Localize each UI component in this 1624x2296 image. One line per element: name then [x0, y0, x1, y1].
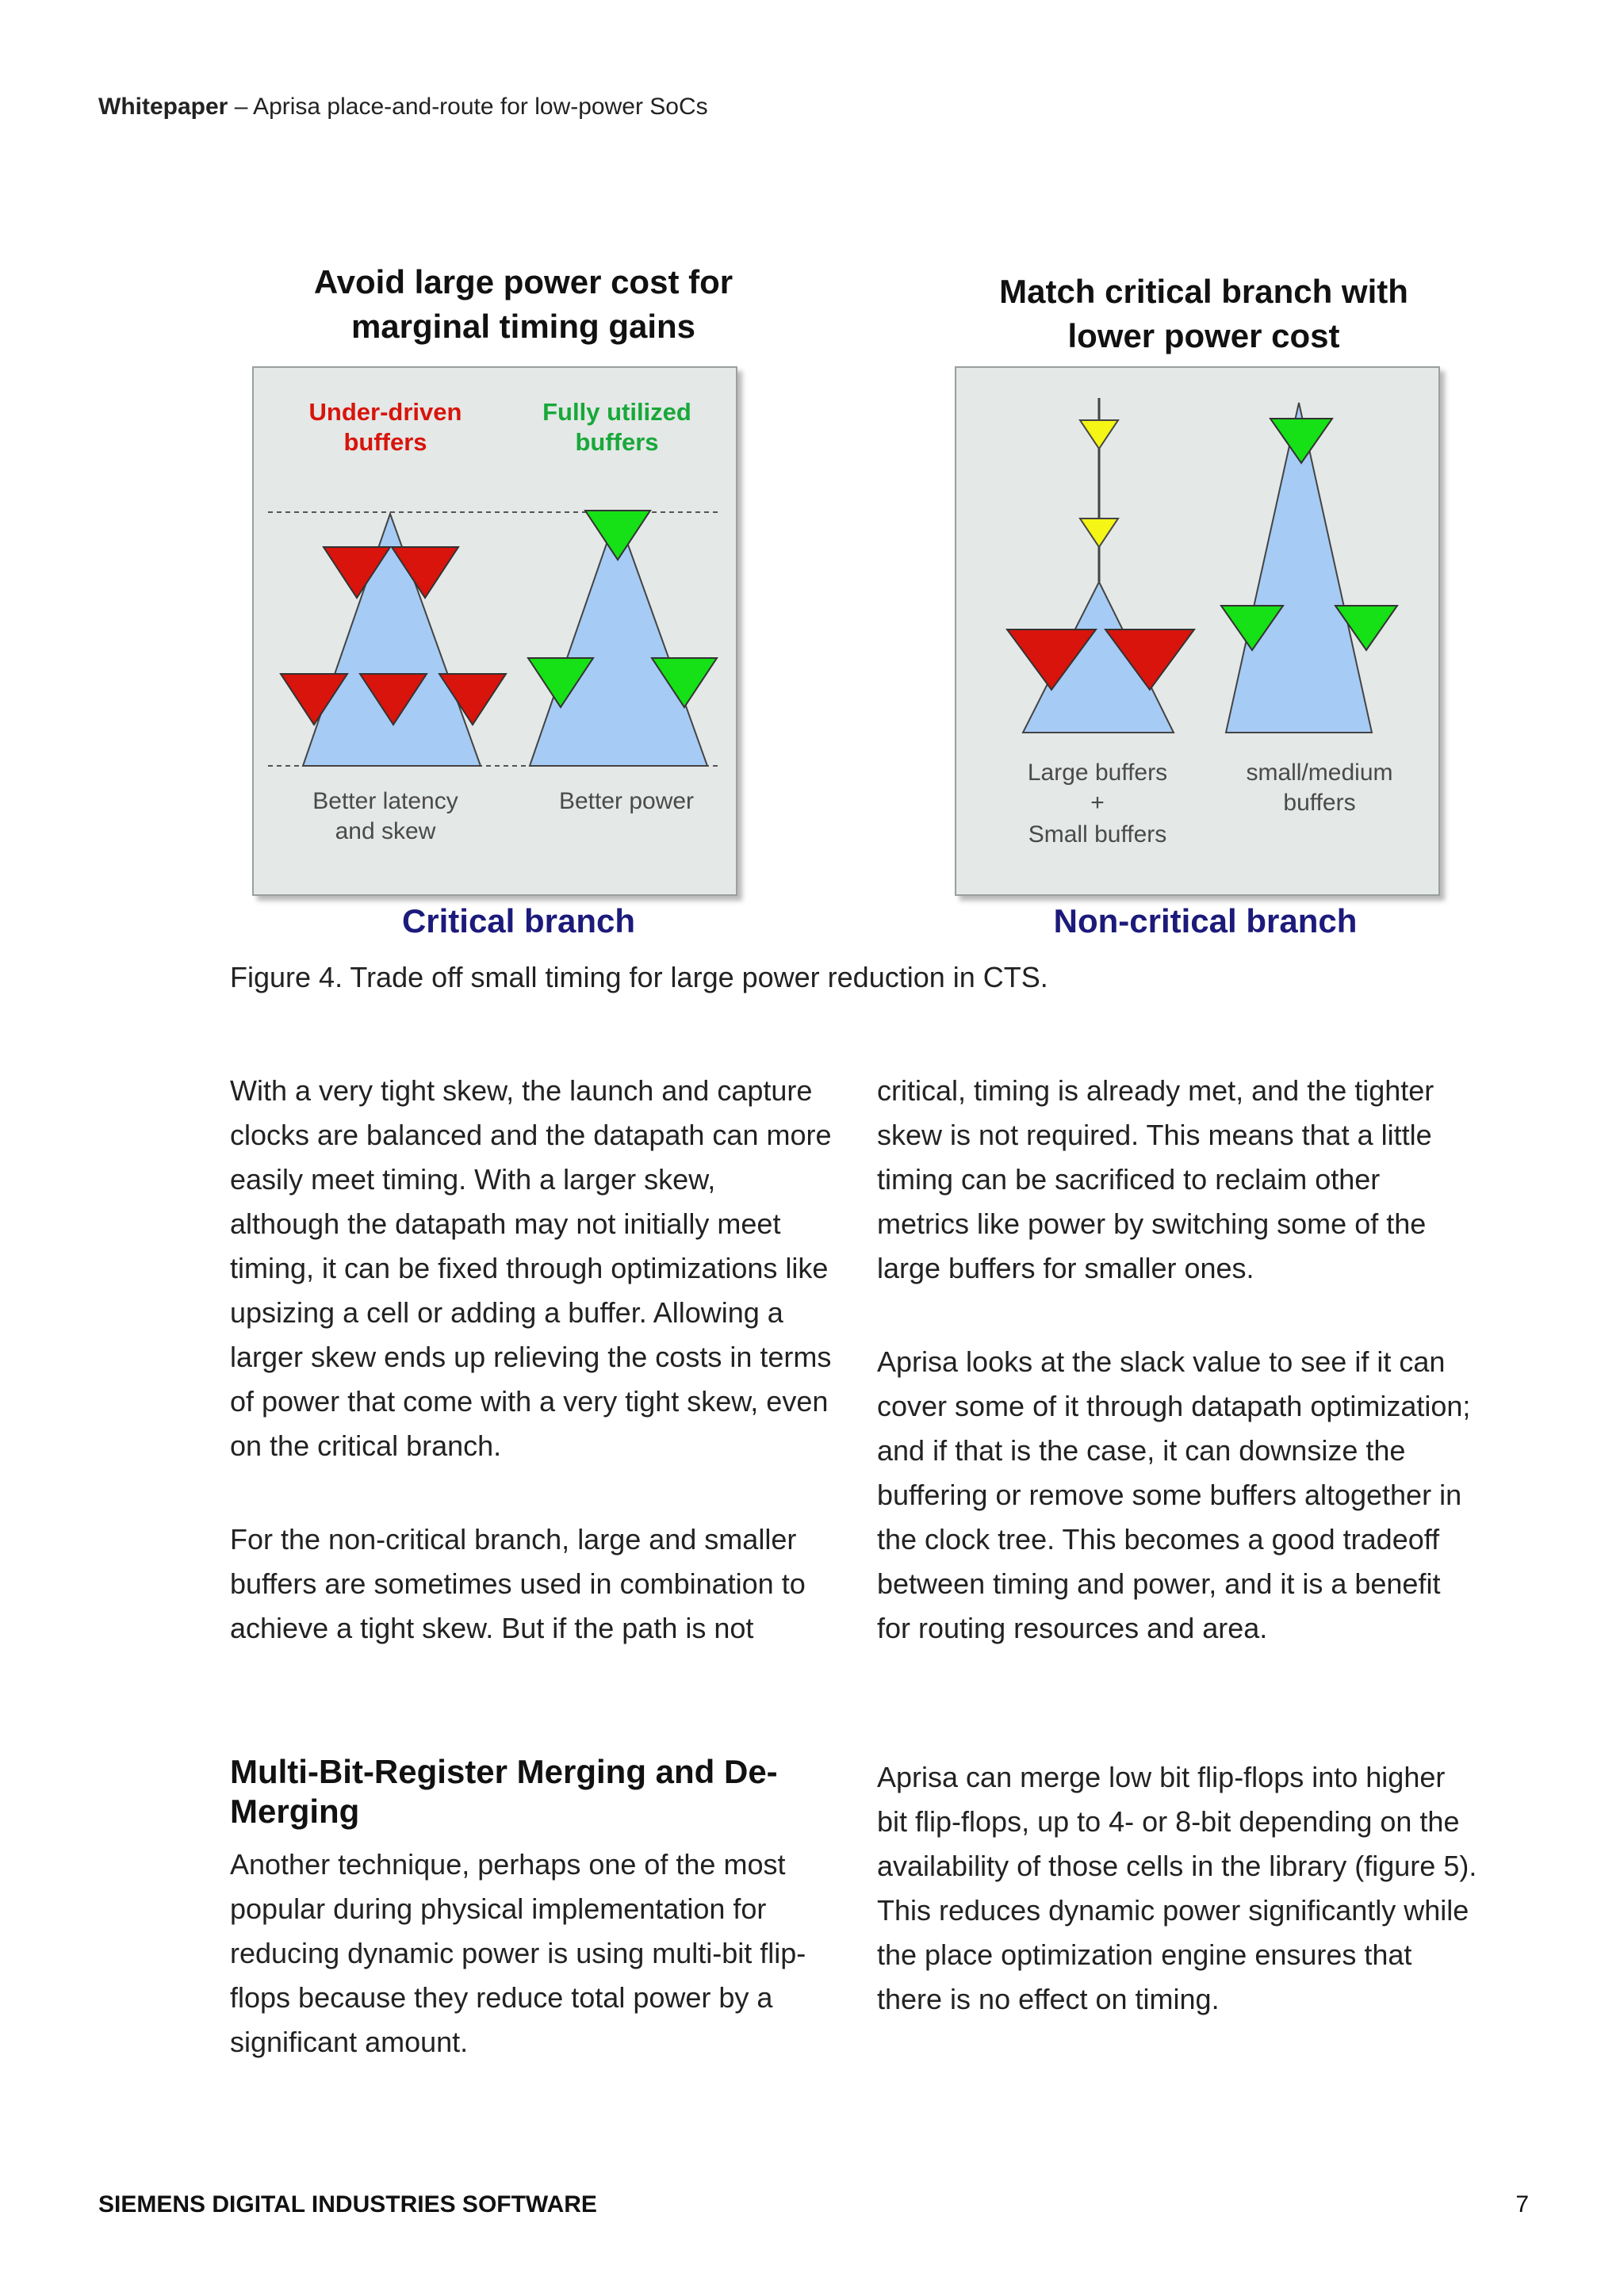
- figure-left-title: [270, 260, 777, 349]
- critical-branch-label: Critical branch: [401, 902, 636, 939]
- under-driven-label-line1: Under-driven: [308, 398, 462, 426]
- better-latency-label-line2: and skew: [335, 818, 436, 844]
- paragraph: Aprisa looks at the slack value to see if it can cover some of it through datapath optimization; and if that is the case, it can downsize the buffering or remove some buffers altogether in the clock tree. This becomes a good tradeoff between timing and power, and it is a benefit for routing resources and area.: [877, 1345, 1471, 1644]
- section-right-column: [877, 1755, 1480, 2022]
- body-left-column: [230, 1069, 833, 1651]
- section-left-column: [230, 1843, 833, 2064]
- large-buffers-label-line2: +: [1090, 790, 1105, 816]
- paragraph: critical, timing is already met, and the tighter skew is not required. This means that a little timing can be sacrificed to reclaim other metrics like power by switching some of the large buffers for smaller ones.: [877, 1074, 1434, 1284]
- better-power-label: Better power: [558, 788, 695, 814]
- figure-left-diagram: [254, 368, 736, 894]
- figure-right-diagram: [956, 368, 1438, 894]
- paragraph: Aprisa can merge low bit flip-flops into higher bit flip-flops, up to 4- or 8-bit depending on the availability of those cells in the library (figure 5). This reduces dynamic power significantly while the place optimization engine ensures that there is no effect on timing.: [877, 1761, 1477, 2015]
- paragraph: With a very tight skew, the launch and capture clocks are balanced and the datapath can more easily meet timing. With a larger skew, although the datapath may not initially meet timing, it can be fixed through optimizations like upsizing a cell or adding a buffer. Allowing a larger skew ends up relieving the costs in terms of power that come with a very tight skew, even on the critical branch.: [230, 1074, 832, 1462]
- figure-left-title-line1: Avoid large power cost for: [313, 263, 733, 300]
- small-medium-label-line1: small/medium: [1246, 760, 1393, 786]
- non-critical-branch-label: Non-critical branch: [1053, 902, 1358, 939]
- page-number: 7: [1515, 2191, 1529, 2218]
- header-label: Whitepaper: [98, 94, 228, 120]
- document-header: [98, 94, 708, 121]
- figure-right-title: [950, 270, 1457, 358]
- under-driven-label-line2: buffers: [343, 428, 427, 456]
- section-heading: Multi-Bit-Register Merging and De-Merging: [230, 1753, 778, 1830]
- small-medium-label-line2: buffers: [1283, 790, 1356, 816]
- green-buffer: [585, 511, 650, 560]
- figure-left-title-line2: marginal timing gains: [350, 308, 696, 345]
- paragraph: Another technique, perhaps one of the most popular during physical implementation for reducing dynamic power is using multi-bit flip-flops because they reduce total power by a significant amount.: [230, 1848, 806, 2058]
- figure-right-title-line1: Match critical branch with: [999, 273, 1408, 310]
- paragraph: For the non-critical branch, large and smaller buffers are sometimes used in combination to achieve a tight skew. But if the path is not: [230, 1523, 806, 1644]
- header-title: – Aprisa place-and-route for low-power SoCs: [228, 94, 708, 120]
- figure-right-panel: [955, 366, 1440, 896]
- large-buffers-label-line3: Small buffers: [1028, 821, 1167, 848]
- figure-left-panel: [252, 366, 737, 896]
- footer-company: SIEMENS DIGITAL INDUSTRIES SOFTWARE: [98, 2191, 597, 2218]
- fully-utilized-label-line2: buffers: [575, 428, 659, 456]
- large-buffers-label-line1: Large buffers: [1027, 760, 1168, 786]
- figure-right-title-line2: lower power cost: [1067, 317, 1340, 354]
- fully-utilized-label-line1: Fully utilized: [542, 398, 691, 426]
- medium-buffer: [1270, 419, 1332, 463]
- small-buffer: [1080, 519, 1118, 547]
- better-latency-label-line1: Better latency: [312, 788, 458, 814]
- figure-caption: Figure 4. Trade off small timing for large power reduction in CTS.: [230, 961, 1048, 993]
- small-buffer: [1080, 420, 1118, 449]
- body-right-column: [877, 1069, 1480, 1651]
